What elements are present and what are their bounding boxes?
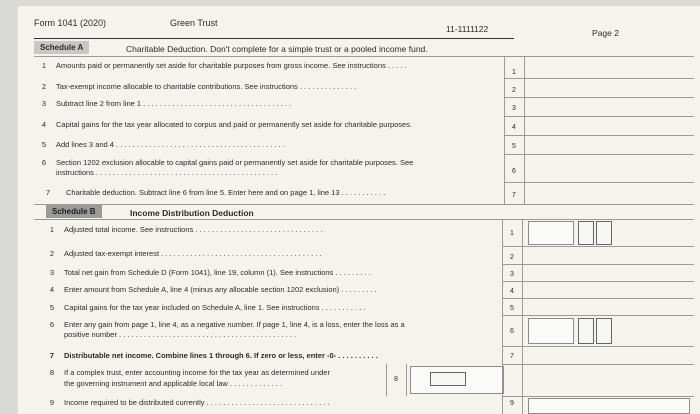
line-number: 7 <box>512 192 516 199</box>
ein: 11-1111122 <box>446 24 489 34</box>
divider <box>502 364 694 365</box>
line-number: 3 <box>512 105 516 112</box>
line-number: 1 <box>510 230 514 237</box>
line-number: 6 <box>512 168 516 175</box>
schedule-b-title: Income Distribution Deduction <box>130 208 254 218</box>
line-number: 2 <box>512 87 516 94</box>
divider <box>502 396 694 397</box>
header-rule <box>34 38 514 39</box>
divider <box>502 298 694 299</box>
divider <box>504 182 694 183</box>
input-box[interactable] <box>596 318 612 344</box>
line-number: 9 <box>510 400 514 407</box>
page-number: Page 2 <box>592 28 619 38</box>
input-box[interactable] <box>430 372 466 386</box>
divider <box>34 56 694 57</box>
divider <box>502 264 694 265</box>
input-box[interactable] <box>578 318 594 344</box>
line-number: 6 <box>510 328 514 335</box>
schedule-a-label: Schedule A <box>34 41 89 54</box>
line-number: 3 <box>510 271 514 278</box>
amount-field[interactable] <box>528 318 574 344</box>
divider <box>504 154 694 155</box>
line-number: 1 <box>512 69 516 76</box>
input-box[interactable] <box>596 221 612 245</box>
divider <box>502 246 694 247</box>
column-rule <box>406 364 407 396</box>
divider <box>502 315 694 316</box>
column-rule <box>522 219 523 414</box>
line-number: 4 <box>510 288 514 295</box>
line-number: 8 <box>394 376 398 383</box>
line-number: 5 <box>510 305 514 312</box>
divider <box>504 97 694 98</box>
form-page: Form 1041 (2020) Green Trust 11-1111122 Page 2 Schedule A Charitable Deduction. Don't complete for a simple trust or a pooled income fund. 1 Amounts paid or permanently set aside for charitable purposes from gross income. See instructions . . . . . 2 Tax-exempt income allocable to charitable contributions. See instructions . . . . . . . . . . . . . . 3 Subtract line 2 from line 1 . . . . . . . . . . . . . . . . . . . . . . . . . . . . . . . . . . . . 4 Capital gains for the tax year allocated to corpus and paid or permanently set aside for charitable purposes. 5 Add lines 3 and 4 . . . . . . . . . . . . . . . . . . . . . . . . . . . . . . . . . . . . . . . . . 6 Section 1202 exclusion allocable to capital gains paid or permanently set aside for charitable purposes. See instructions . . . . . . . . . . . . . . . . . . . . . . . . . . . . . . . . . . . . . . . . . . . . 7 Charitable deduction. Subtract line 6 from line 5. Enter here and on page 1, line 13 . . . . . . . . . . . 1 2 3 4 5 6 7 Schedule B Income Distribution Deduction 1 Adjusted total income. See instructions . . . . . . . . . . . . . . . . . . . . . . . . . . . . . . . 2 Adjusted tax-exempt interest . . . . . . . . . . . . . . . . . . . . . . . . . . . . . . . . . . . . . . . 3 Total net gain from Schedule D (Form 1041), line 19, column (1). See instructions . . . . . . . . . 4 Enter amount from Schedule A, line 4 (minus any allocable section 1202 exclusion) . . . . . . . . . 5 Capital gains for the tax year included on Schedule A, line 1. See instructions . . . . . . . . . . . 6 Enter any gain from page 1, line 4, as a negative number. If page 1, line 4, is a loss, enter the loss as a positive number . . . . . . . . . . . . . . . . . . . . . . . . . . . . . . . . . . . . . . . . . . . 7 Distributable net income. Combine lines 1 through 6. If zero or less, enter -0- . . . . . . . . . . 8 If a complex trust, enter accounting income for the tax year as determined under the governing instrument and applicable local law . . . . . . . . . . . . . 9 Income required to be distributed currently . . . . . . . . . . . . . . . . . . . . . . . . . . . . . . 8 1 2 3 4 5 6 7 9 <box>18 6 700 414</box>
line-number: 4 <box>512 124 516 131</box>
amount-field[interactable] <box>528 398 690 414</box>
column-rule <box>502 219 503 414</box>
schedule-a-title: Charitable Deduction. Don't complete for a simple trust or a pooled income fund. <box>126 44 428 54</box>
divider <box>504 116 694 117</box>
divider <box>504 135 694 136</box>
line-number: 5 <box>512 143 516 150</box>
divider <box>504 78 694 79</box>
line-number: 7 <box>510 353 514 360</box>
line-number: 2 <box>510 254 514 261</box>
divider <box>502 281 694 282</box>
taxpayer-name: Green Trust <box>170 18 218 28</box>
amount-field[interactable] <box>528 221 574 245</box>
form-id: Form 1041 (2020) <box>34 18 107 28</box>
divider <box>502 346 694 347</box>
divider <box>34 219 694 220</box>
divider <box>34 204 694 205</box>
schedule-b-label: Schedule B <box>46 205 102 218</box>
input-box[interactable] <box>578 221 594 245</box>
